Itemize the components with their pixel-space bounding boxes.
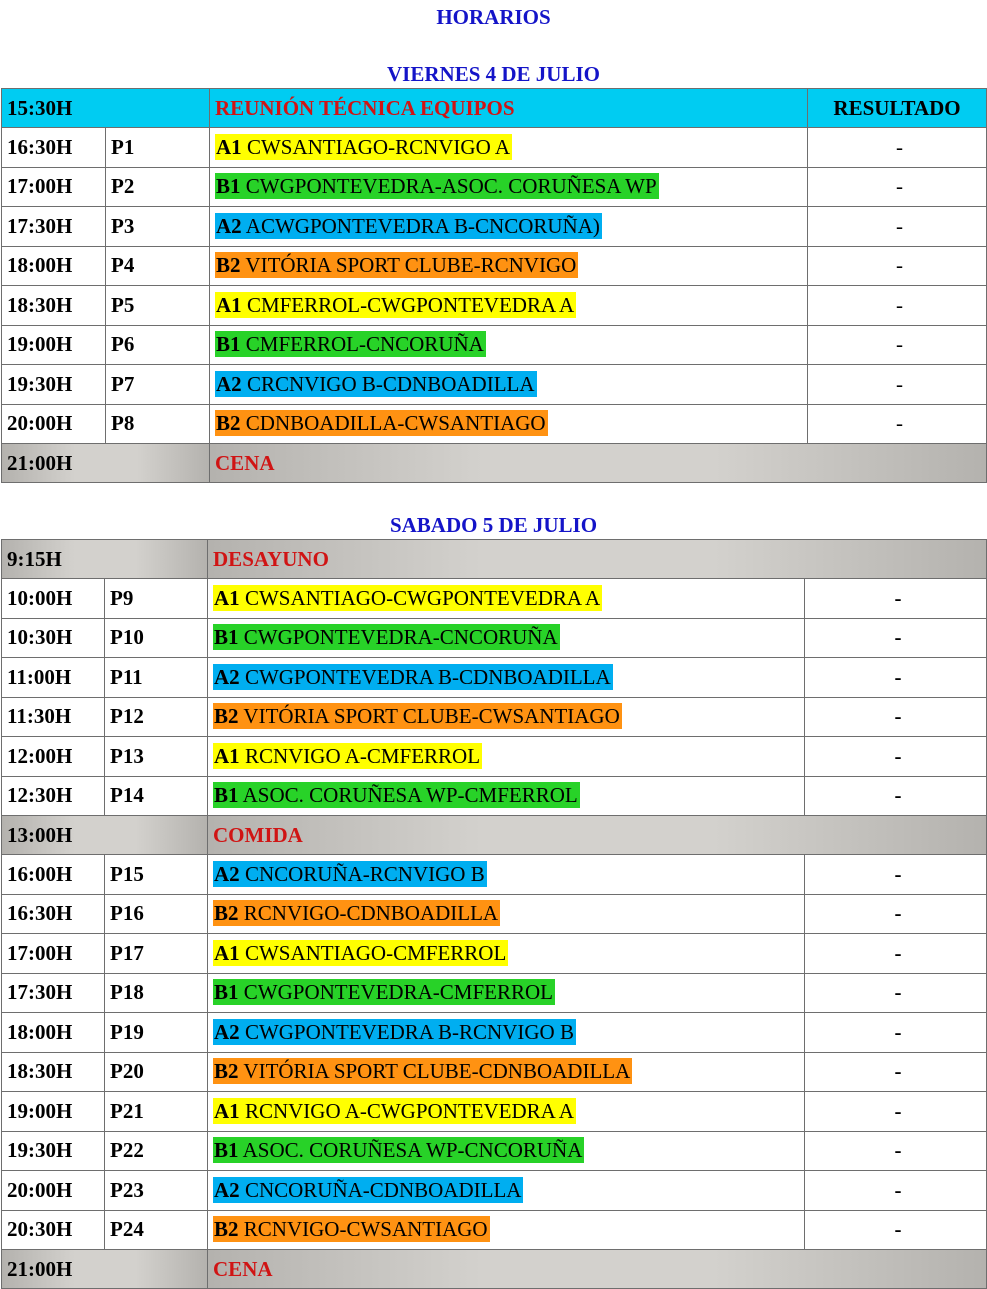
match-result: - <box>805 618 987 658</box>
group-label: B1 <box>214 1138 239 1163</box>
match-cell <box>208 855 805 895</box>
breakfast-row <box>2 540 987 579</box>
header-row <box>2 89 987 128</box>
match-result: - <box>805 737 987 777</box>
match-row <box>2 286 987 326</box>
match-row <box>2 128 987 168</box>
match-result: - <box>805 973 987 1013</box>
match-highlight <box>213 782 580 808</box>
match-time: 12:30H <box>2 776 105 816</box>
match-time: 18:00H <box>2 246 106 286</box>
match-cell <box>210 246 808 286</box>
match-highlight <box>213 703 622 729</box>
match-row <box>2 894 987 934</box>
match-code: P16 <box>105 894 208 934</box>
match-cell <box>210 404 808 444</box>
header-label: REUNIÓN TÉCNICA EQUIPOS <box>210 89 808 128</box>
match-row <box>2 1052 987 1092</box>
day1-heading: VIERNES 4 DE JULIO <box>387 62 600 86</box>
teams-label: CDNBOADILLA-CWSANTIAGO <box>245 411 546 436</box>
match-cell <box>208 658 805 698</box>
match-row <box>2 658 987 698</box>
teams-label: ACWGPONTEVEDRA B-CNCORUÑA) <box>245 213 600 238</box>
match-result: - <box>808 365 987 405</box>
match-time: 16:30H <box>2 894 105 934</box>
match-row <box>2 1171 987 1211</box>
match-cell <box>208 1013 805 1053</box>
match-highlight <box>213 624 560 650</box>
teams-label: CNCORUÑA-RCNVIGO B <box>244 861 485 886</box>
teams-label: CWGPONTEVEDRA-CMFERROL <box>243 980 553 1005</box>
group-label: A2 <box>214 861 240 886</box>
match-row <box>2 855 987 895</box>
match-result: - <box>805 855 987 895</box>
match-code: P17 <box>105 934 208 974</box>
teams-label: CWGPONTEVEDRA B-RCNVIGO B <box>244 1019 574 1044</box>
match-cell <box>208 934 805 974</box>
match-time: 19:30H <box>2 365 106 405</box>
match-highlight <box>215 134 512 160</box>
match-row <box>2 1210 987 1250</box>
match-code: P13 <box>105 737 208 777</box>
match-code: P21 <box>105 1092 208 1132</box>
breakfast-label: DESAYUNO <box>208 540 987 579</box>
dinner-time: 21:00H <box>2 444 210 483</box>
match-code: P9 <box>105 579 208 619</box>
teams-label: CWSANTIAGO-RCNVIGO A <box>246 134 511 159</box>
match-result: - <box>805 1131 987 1171</box>
match-code: P14 <box>105 776 208 816</box>
group-label: A1 <box>214 743 240 768</box>
match-code: P12 <box>105 697 208 737</box>
group-label: A1 <box>214 1098 240 1123</box>
match-result: - <box>805 934 987 974</box>
group-label: B2 <box>214 901 239 926</box>
match-result: - <box>805 776 987 816</box>
day2-schedule-table <box>1 539 987 1289</box>
lunch-row <box>2 816 987 855</box>
match-row <box>2 737 987 777</box>
match-code: P15 <box>105 855 208 895</box>
match-row <box>2 973 987 1013</box>
match-cell <box>210 365 808 405</box>
group-label: A1 <box>216 292 242 317</box>
match-code: P7 <box>106 365 210 405</box>
page-title: HORARIOS <box>436 5 551 29</box>
teams-label: CWGPONTEVEDRA-CNCORUÑA <box>243 625 558 650</box>
match-time: 17:00H <box>2 934 105 974</box>
match-time: 19:00H <box>2 1092 105 1132</box>
match-result: - <box>805 1171 987 1211</box>
match-highlight <box>213 940 508 966</box>
match-cell <box>208 894 805 934</box>
dinner-label: CENA <box>210 444 987 483</box>
match-row <box>2 365 987 405</box>
match-code: P4 <box>106 246 210 286</box>
match-result: - <box>805 658 987 698</box>
match-highlight <box>213 1019 576 1045</box>
teams-label: VITÓRIA SPORT CLUBE-CWSANTIAGO <box>243 704 620 729</box>
match-cell <box>208 737 805 777</box>
match-cell <box>208 1210 805 1250</box>
match-highlight <box>215 371 537 397</box>
match-code: P24 <box>105 1210 208 1250</box>
match-time: 10:00H <box>2 579 105 619</box>
teams-label: CNCORUÑA-CDNBOADILLA <box>244 1177 522 1202</box>
group-label: B1 <box>216 174 241 199</box>
match-highlight <box>215 213 602 239</box>
match-result: - <box>805 1210 987 1250</box>
match-result: - <box>808 167 987 207</box>
match-cell <box>208 973 805 1013</box>
match-result: - <box>805 697 987 737</box>
match-code: P23 <box>105 1171 208 1211</box>
teams-label: RCNVIGO A-CMFERROL <box>244 743 481 768</box>
day2-heading: SABADO 5 DE JULIO <box>389 513 598 537</box>
match-time: 20:30H <box>2 1210 105 1250</box>
match-time: 16:30H <box>2 128 106 168</box>
day1-schedule-table <box>1 88 987 483</box>
match-result: - <box>808 246 987 286</box>
match-time: 20:00H <box>2 404 106 444</box>
match-result: - <box>808 128 987 168</box>
match-highlight <box>215 252 578 278</box>
match-row <box>2 1092 987 1132</box>
match-code: P2 <box>106 167 210 207</box>
match-highlight <box>215 331 486 357</box>
match-cell <box>210 128 808 168</box>
match-result: - <box>808 286 987 326</box>
match-code: P8 <box>106 404 210 444</box>
match-cell <box>208 1131 805 1171</box>
match-cell <box>208 1052 805 1092</box>
group-label: A2 <box>214 664 240 689</box>
match-code: P10 <box>105 618 208 658</box>
match-row <box>2 167 987 207</box>
match-code: P3 <box>106 207 210 247</box>
match-code: P1 <box>106 128 210 168</box>
match-row <box>2 934 987 974</box>
match-result: - <box>805 1013 987 1053</box>
match-highlight <box>213 900 500 926</box>
match-code: P5 <box>106 286 210 326</box>
group-label: A2 <box>214 1177 240 1202</box>
teams-label: ASOC. CORUÑESA WP-CMFERROL <box>242 783 578 808</box>
match-time: 11:30H <box>2 697 105 737</box>
group-label: B2 <box>216 253 241 278</box>
day1-table-body <box>2 89 987 483</box>
match-result: - <box>808 325 987 365</box>
match-result: - <box>808 207 987 247</box>
match-row <box>2 207 987 247</box>
match-time: 17:30H <box>2 207 106 247</box>
match-highlight <box>213 664 613 690</box>
match-cell <box>208 1171 805 1211</box>
match-row <box>2 776 987 816</box>
match-time: 16:00H <box>2 855 105 895</box>
breakfast-time: 9:15H <box>2 540 208 579</box>
teams-label: VITÓRIA SPORT CLUBE-CDNBOADILLA <box>243 1059 631 1084</box>
match-cell <box>210 167 808 207</box>
match-highlight <box>215 173 659 199</box>
dinner-time: 21:00H <box>2 1250 208 1289</box>
lunch-label: COMIDA <box>208 816 987 855</box>
match-time: 10:30H <box>2 618 105 658</box>
match-row <box>2 246 987 286</box>
match-time: 20:00H <box>2 1171 105 1211</box>
group-label: B2 <box>214 1059 239 1084</box>
match-time: 18:30H <box>2 286 106 326</box>
group-label: A1 <box>214 940 240 965</box>
match-row <box>2 697 987 737</box>
match-time: 18:30H <box>2 1052 105 1092</box>
teams-label: CWGPONTEVEDRA B-CDNBOADILLA <box>244 664 611 689</box>
group-label: A1 <box>216 134 242 159</box>
teams-label: CRCNVIGO B-CDNBOADILLA <box>246 371 535 396</box>
match-highlight <box>213 1137 584 1163</box>
match-cell <box>208 697 805 737</box>
match-cell <box>208 1092 805 1132</box>
teams-label: CWSANTIAGO-CWGPONTEVEDRA A <box>244 585 601 610</box>
teams-label: CWSANTIAGO-CMFERROL <box>244 940 507 965</box>
match-time: 17:30H <box>2 973 105 1013</box>
match-code: P11 <box>105 658 208 698</box>
match-highlight <box>213 861 487 887</box>
lunch-time: 13:00H <box>2 816 208 855</box>
match-row <box>2 618 987 658</box>
match-row <box>2 579 987 619</box>
match-highlight <box>213 1177 523 1203</box>
group-label: B2 <box>214 704 239 729</box>
match-time: 12:00H <box>2 737 105 777</box>
match-result: - <box>808 404 987 444</box>
teams-label: CMFERROL-CWGPONTEVEDRA A <box>246 292 575 317</box>
group-label: A2 <box>216 213 242 238</box>
match-result: - <box>805 894 987 934</box>
teams-label: ASOC. CORUÑESA WP-CNCORUÑA <box>242 1138 583 1163</box>
group-label: A2 <box>216 371 242 396</box>
group-label: A2 <box>214 1019 240 1044</box>
group-label: B1 <box>214 980 239 1005</box>
day2-table-body <box>2 540 987 1289</box>
group-label: A1 <box>214 585 240 610</box>
match-code: P6 <box>106 325 210 365</box>
match-result: - <box>805 579 987 619</box>
teams-label: RCNVIGO A-CWGPONTEVEDRA A <box>244 1098 574 1123</box>
match-code: P19 <box>105 1013 208 1053</box>
dinner-row <box>2 1250 987 1289</box>
match-row <box>2 404 987 444</box>
teams-label: CWGPONTEVEDRA-ASOC. CORUÑESA WP <box>245 174 657 199</box>
match-highlight <box>215 410 548 436</box>
match-time: 18:00H <box>2 1013 105 1053</box>
group-label: B1 <box>216 332 241 357</box>
match-time: 17:00H <box>2 167 106 207</box>
match-cell <box>208 618 805 658</box>
teams-label: RCNVIGO-CWSANTIAGO <box>243 1217 488 1242</box>
header-time: 15:30H <box>2 89 210 128</box>
group-label: B1 <box>214 783 239 808</box>
group-label: B2 <box>214 1217 239 1242</box>
match-row <box>2 1131 987 1171</box>
dinner-label: CENA <box>208 1250 987 1289</box>
match-cell <box>208 776 805 816</box>
match-highlight <box>213 979 555 1005</box>
match-highlight <box>213 1058 632 1084</box>
match-highlight <box>215 292 576 318</box>
match-time: 11:00H <box>2 658 105 698</box>
match-time: 19:00H <box>2 325 106 365</box>
match-highlight <box>213 1216 490 1242</box>
match-code: P20 <box>105 1052 208 1092</box>
match-row <box>2 325 987 365</box>
teams-label: VITÓRIA SPORT CLUBE-RCNVIGO <box>245 253 577 278</box>
match-result: - <box>805 1092 987 1132</box>
match-code: P22 <box>105 1131 208 1171</box>
group-label: B1 <box>214 625 239 650</box>
match-code: P18 <box>105 973 208 1013</box>
match-cell <box>210 286 808 326</box>
teams-label: CMFERROL-CNCORUÑA <box>245 332 484 357</box>
match-cell <box>210 207 808 247</box>
match-result: - <box>805 1052 987 1092</box>
match-highlight <box>213 1098 576 1124</box>
match-time: 19:30H <box>2 1131 105 1171</box>
result-column-label: RESULTADO <box>808 89 987 128</box>
match-row <box>2 1013 987 1053</box>
match-cell <box>208 579 805 619</box>
group-label: B2 <box>216 411 241 436</box>
match-highlight <box>213 585 602 611</box>
match-highlight <box>213 743 482 769</box>
match-cell <box>210 325 808 365</box>
dinner-row <box>2 444 987 483</box>
teams-label: RCNVIGO-CDNBOADILLA <box>243 901 499 926</box>
